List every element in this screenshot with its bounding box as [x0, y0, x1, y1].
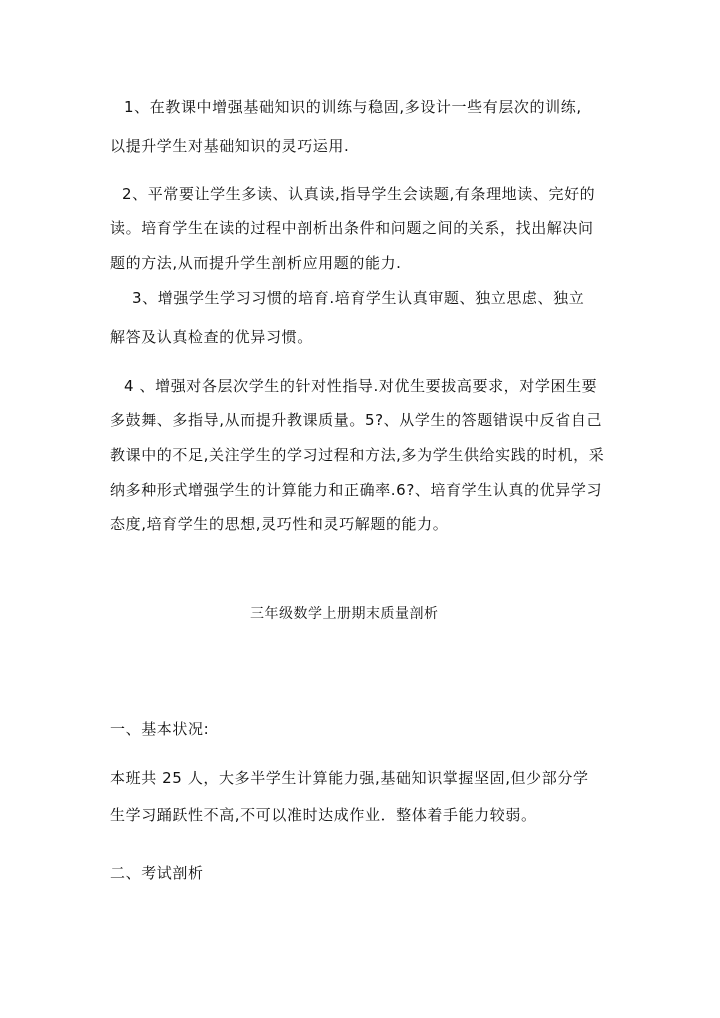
section-1-line-2: 生学习踊跃性不高,不可以准时达成作业．整体着手能力较弱。	[110, 806, 537, 824]
item-4-line-2: 多鼓舞、多指导,从而提升教课质量。5?、从学生的答题错误中反省自己	[110, 411, 603, 429]
item-4-line-1: 4 、增强对各层次学生的针对性指导.对优生要拔高要求，对学困生要	[124, 377, 598, 395]
item-3-line-1: 3、增强学生学习习惯的培育.培育学生认真审题、独立思虑、独立	[132, 289, 585, 307]
document-title: 三年级数学上册期末质量剖析	[250, 606, 439, 622]
item-2-line-3: 题的方法,从而提升学生剖析应用题的能力.	[110, 254, 402, 272]
section-1-line-1: 本班共 25 人，大多半学生计算能力强,基础知识掌握坚固,但少部分学	[110, 769, 589, 787]
section-2-heading: 二、考试剖析	[110, 864, 204, 882]
section-1-heading: 一、基本状况:	[110, 720, 210, 738]
item-4-line-3: 教课中的不足,关注学生的学习过程和方法,多为学生供给实践的时机，采	[110, 446, 605, 464]
item-1-line-1: 1、在教课中增强基础知识的训练与稳固,多设计一些有层次的训练,	[124, 98, 582, 116]
item-4-line-5: 态度,培育学生的思想,灵巧性和灵巧解题的能力。	[110, 515, 449, 533]
item-4-line-4: 纳多种形式增强学生的计算能力和正确率.6?、培育学生认真的优异学习	[110, 481, 603, 499]
item-3-line-2: 解答及认真检查的优异习惯。	[110, 328, 313, 346]
item-1-line-2: 以提升学生对基础知识的灵巧运用.	[110, 137, 350, 155]
item-2-line-1: 2、平常要让学生多读、认真读,指导学生会读题,有条理地读、完好的	[122, 185, 596, 203]
item-2-line-2: 读。培育学生在读的过程中剖析出条件和问题之间的关系，找出解决问	[110, 219, 594, 237]
